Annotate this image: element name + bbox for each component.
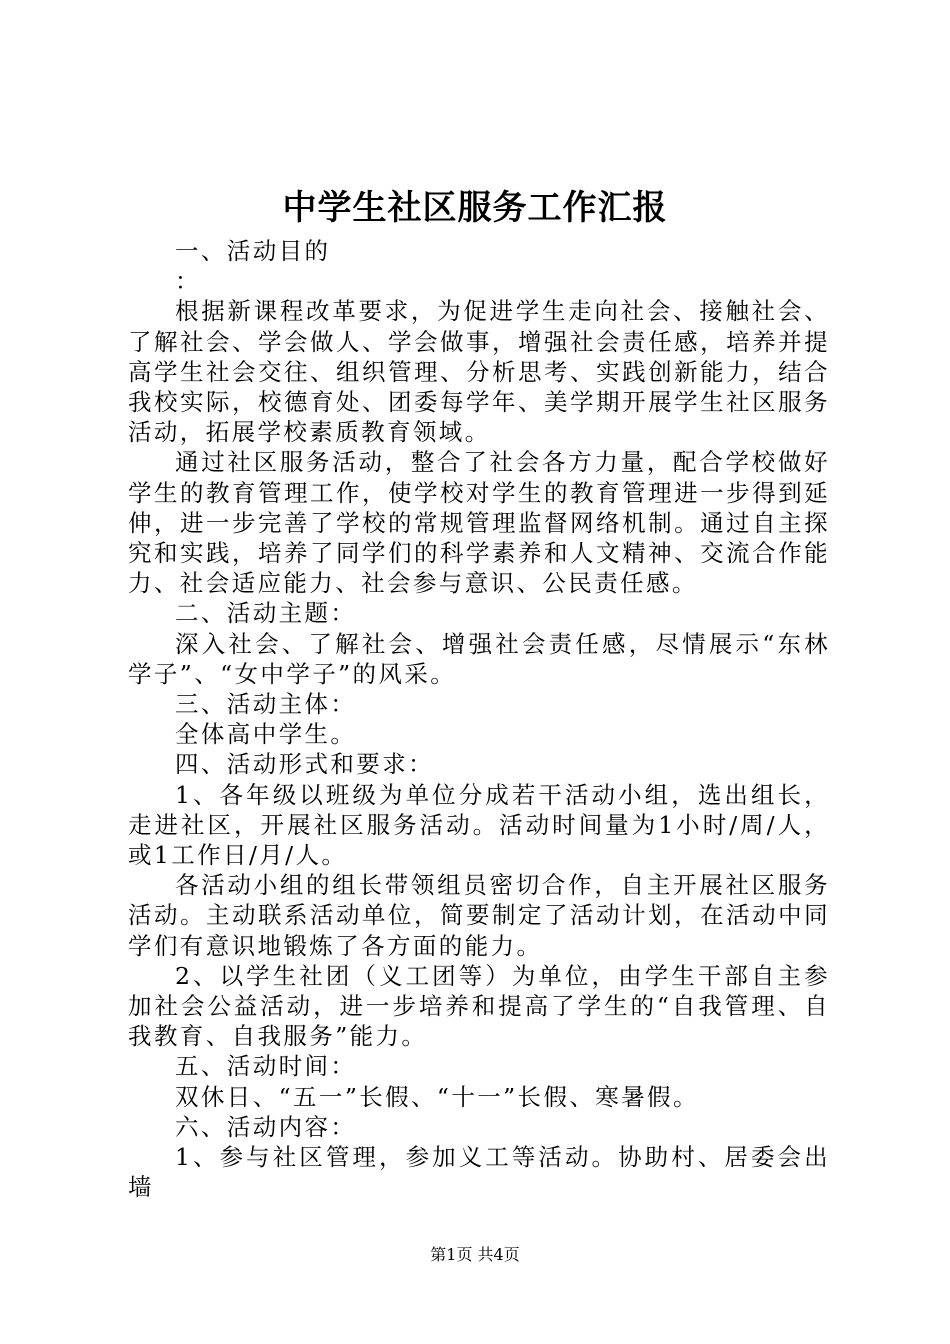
page-footer: 第1页 共4页 bbox=[430, 1245, 520, 1264]
document-body bbox=[128, 236, 830, 1203]
document-title: 中学生社区服务工作汇报 bbox=[282, 188, 668, 228]
section-heading-4: 四、活动形式和要求： bbox=[175, 750, 434, 779]
section-heading-1: 一、活动目的 bbox=[175, 237, 331, 265]
colon-line: ： bbox=[175, 267, 201, 296]
paragraph: 通过社区服务活动，整合了社会各方力量，配合学校做好学生的教育管理工作，使学校对学生的教育管理进一步得到延伸，进一步完善了学校的常规管理监督网络机制。通过自主探究和实践，培养了同学们的科学素养和人文精神、交流合作能力、社会适应能力、社会参与意识、公民责任感。 bbox=[128, 448, 830, 598]
paragraph: 2、以学生社团（义工团等）为单位，由学生干部自主参加社会公益活动，进一步培养和提高了学生的“自我管理、自我教育、自我服务”能力。 bbox=[128, 961, 830, 1051]
paragraph: 全体高中学生。 bbox=[175, 720, 357, 749]
paragraph: 根据新课程改革要求，为促进学生走向社会、接触社会、了解社会、学会做人、学会做事，增强社会责任感，培养并提高学生社会交往、组织管理、分析思考、实践创新能力，结合我校实际，校德育处、团委每学年、美学期开展学生社区服务活动，拓展学校素质教育领域。 bbox=[128, 297, 830, 447]
paragraph: 双休日、“五一”长假、“十一”长假、寒暑假。 bbox=[175, 1082, 699, 1111]
paragraph: 1、参与社区管理，参加义工等活动。协助村、居委会出墙 bbox=[128, 1143, 830, 1202]
section-heading-6: 六、活动内容： bbox=[175, 1112, 357, 1141]
section-heading-5: 五、活动时间： bbox=[175, 1052, 357, 1081]
paragraph: 深入社会、了解社会、增强社会责任感，尽情展示“东林学子”、“女中学子”的风采。 bbox=[128, 629, 830, 688]
section-heading-3: 三、活动主体： bbox=[175, 690, 357, 719]
paragraph: 1、各年级以班级为单位分成若干活动小组，选出组长，走进社区，开展社区服务活动。活动时间量为1小时/周/人，或1工作日/月/人。 bbox=[128, 780, 830, 870]
section-heading-2: 二、活动主题： bbox=[175, 599, 357, 628]
paragraph: 各活动小组的组长带领组员密切合作，自主开展社区服务活动。主动联系活动单位，简要制定了活动计划，在活动中同学们有意识地锻炼了各方面的能力。 bbox=[128, 871, 830, 960]
